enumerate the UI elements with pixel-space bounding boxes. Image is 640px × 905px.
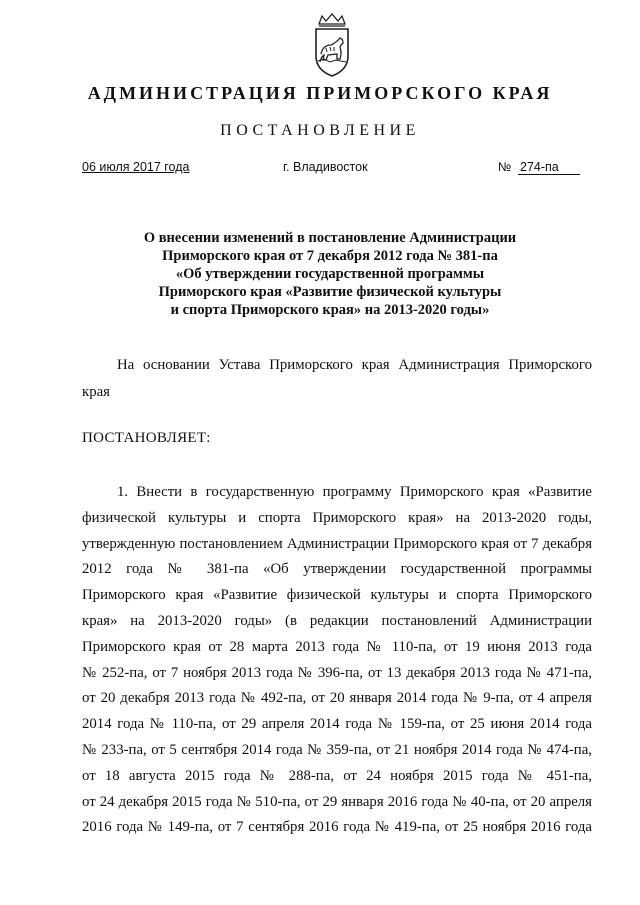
title-line: Приморского края от 7 декабря 2012 года № 381-па — [162, 248, 498, 264]
decree-word: ПОСТАНОВЛЯЕТ: — [82, 430, 211, 446]
paragraph-line: 2014 года № 110-па, от 29 апреля 2014 года № 159-па, от 25 июня 2014 года — [82, 716, 592, 733]
paragraph-line: 2016 года № 149-па, от 7 сентября 2016 года № 419-па, от 25 ноября 2016 года — [82, 819, 592, 836]
item-1-paragraph — [82, 480, 592, 841]
document-type: ПОСТАНОВЛЕНИЕ — [220, 122, 420, 139]
document-date: 06 июля 2017 года — [82, 160, 190, 174]
title-line: «Об утверждении государственной программы — [175, 266, 485, 282]
paragraph-line: № 233-па, от 5 сентября 2014 года № 359-па, от 21 ноября 2014 года № 474-па, — [82, 741, 592, 758]
document-title — [70, 229, 590, 319]
paragraph-line: от 24 декабря 2015 года № 510-па, от 29 января 2016 года № 40-па, от 20 апреля — [82, 793, 592, 810]
coat-of-arms-icon — [302, 12, 362, 80]
basis-paragraph-line: края — [82, 384, 110, 400]
organization-name: АДМИНИСТРАЦИЯ ПРИМОРСКОГО КРАЯ — [87, 83, 553, 103]
title-line: Приморского края «Развитие физической культуры — [158, 284, 502, 300]
paragraph-line: физической культуры и спорта Приморского края» на 2013-2020 годы, — [82, 509, 592, 526]
paragraph-line: Приморского края «Развитие физической культуры и спорта Приморского — [82, 587, 592, 604]
paragraph-line: 1. Внести в государственную программу Приморского края «Развитие — [117, 484, 592, 500]
paragraph-line: от 18 августа 2015 года № 288-па, от 24 ноября 2015 года № 451-па, — [82, 767, 592, 784]
paragraph-line: № 252-па, от 7 ноября 2013 года № 396-па, от 13 декабря 2013 года № 471-па, — [82, 664, 592, 681]
number-label: № — [498, 160, 512, 174]
paragraph-line: 2012 года № 381-па «Об утверждении государственной программы — [82, 561, 592, 578]
document-number: 274-па — [518, 160, 580, 175]
paragraph-line: Приморского края от 28 марта 2013 года № 110-па, от 19 июня 2013 года — [82, 638, 592, 655]
paragraph-line: края» на 2013-2020 годы» (в редакции постановлений Администрации — [82, 612, 592, 629]
paragraph-line: утвержденную постановлением Администрации Приморского края от 7 декабря — [82, 535, 592, 552]
basis-paragraph-line: На основании Устава Приморского края Администрация Приморского — [117, 357, 592, 373]
title-line: О внесении изменений в постановление Администрации — [143, 230, 517, 246]
paragraph-line: от 20 декабря 2013 года № 492-па, от 20 января 2014 года № 9-па, от 4 апреля — [82, 690, 592, 707]
title-line: и спорта Приморского края» на 2013-2020 годы» — [170, 302, 490, 318]
document-city: г. Владивосток — [283, 160, 368, 174]
